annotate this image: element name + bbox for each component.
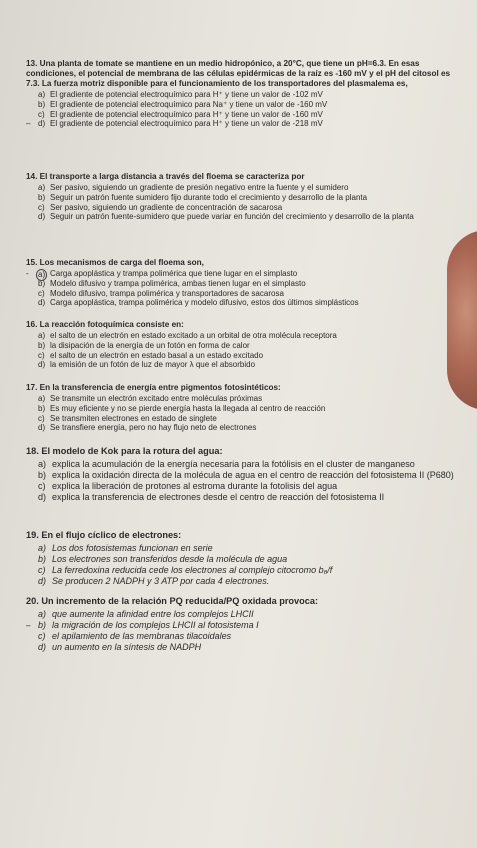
question-stem: 14. El transporte a larga distancia a través del floema se caracteriza por bbox=[26, 172, 305, 181]
option-c: c) La ferredoxina reducida cede los electrones al complejo citocromo b₆/f bbox=[38, 564, 333, 575]
option-b: – b) la migración de los complejos LHCII al fotosistema I bbox=[26, 619, 259, 630]
option-b: b) Seguir un patrón fuente sumidero fijo durante todo el crecimiento y desarrollo de la planta bbox=[38, 192, 368, 202]
option-b: b) Los electrones son transferidos desde la molécula de agua bbox=[38, 553, 288, 564]
question-13 bbox=[26, 59, 456, 129]
option-d: – d) El gradiente de potencial electroquímico para H⁺ y tiene un valor de -218 mV bbox=[26, 119, 323, 129]
option-a: - a) Carga apoplástica y trampa polimérica que tiene lugar en el simplasto bbox=[26, 269, 298, 279]
option-c: c) explica la liberación de protones al estroma durante la fotolisis del agua bbox=[38, 480, 338, 491]
option-c: c) Ser pasivo, siguiendo un gradiente de concentración de sacarosa bbox=[38, 202, 283, 212]
option-d: d) Carga apoplástica, trampa polimérica y modelo difusivo, estos dos últimos simplásticos bbox=[38, 298, 359, 308]
circled-answer: a) bbox=[38, 270, 46, 279]
option-d: d) Se transfiere energía, pero no hay flujo neto de electrones bbox=[38, 423, 257, 433]
question-stem: 13. Una planta de tomate se mantiene en un medio hidropónico, a 20°C, que tiene un pH=6.3. En esas condiciones, el potencial de membrana de las células epidérmicas de la raíz es -160 mV y el pH del citosol es 7.3. La fuerza motriz disponible para el funcionamiento de los transportadores del plasmalema es, bbox=[26, 59, 451, 88]
option-b: b) explica la oxidación directa de la molécula de agua en el centro de reacción del fotosistema II (P680) bbox=[38, 469, 454, 480]
option-d: d) explica la transferencia de electrones desde el centro de reacción del fotosistema II bbox=[38, 491, 385, 502]
option-a: a) el salto de un electrón en estado excitado a un orbital de otra molécula receptora bbox=[38, 331, 337, 340]
option-c: c) El gradiente de potencial electroquímico para H⁺ y tiene un valor de -160 mV bbox=[38, 109, 323, 119]
question-17 bbox=[26, 383, 456, 433]
option-c: c) el apilamiento de las membranas tilacoidales bbox=[38, 630, 232, 641]
answer-mark: - bbox=[26, 269, 29, 278]
option-a: a) Se transmite un electrón excitado entre moléculas próximas bbox=[38, 394, 263, 403]
option-a: a) El gradiente de potencial electroquímico para H⁺ y tiene un valor de -102 mV bbox=[38, 90, 323, 99]
question-stem: 17. En la transferencia de energía entre pigmentos fotosintéticos: bbox=[26, 383, 281, 392]
question-19 bbox=[26, 530, 456, 587]
answer-mark: – bbox=[26, 620, 31, 630]
option-c: c) el salto de un electrón en estado basal a un estado excitado bbox=[38, 350, 264, 360]
question-stem: 19. En el flujo cíclico de electrones: bbox=[26, 530, 182, 540]
option-a: a) explica la acumulación de la energía necesaria para la fotólisis en el cluster de manganeso bbox=[38, 458, 415, 469]
option-d: d) Seguir un patrón fuente-sumidero que puede variar en función del crecimiento y desarrollo de la planta bbox=[38, 212, 414, 222]
option-c: c) Se transmiten electrones en estado de singlete bbox=[38, 413, 217, 423]
question-16 bbox=[26, 320, 456, 370]
question-stem: 15. Los mecanismos de carga del floema son, bbox=[26, 258, 204, 267]
option-b: b) la disipación de la energía de un fotón en forma de calor bbox=[38, 340, 250, 350]
question-15 bbox=[26, 258, 456, 308]
question-stem: 18. El modelo de Kok para la rotura del agua: bbox=[26, 446, 223, 456]
option-c: c) Modelo difusivo, trampa polimérica y transportadores de sacarosa bbox=[38, 288, 284, 298]
option-b: b) El gradiente de potencial electroquímico para Na⁺ y tiene un valor de -160 mV bbox=[38, 99, 328, 109]
answer-mark: – bbox=[26, 119, 31, 129]
question-stem: 20. Un incremento de la relación PQ reducida/PQ oxidada provoca: bbox=[26, 596, 319, 606]
question-stem: 16. La reacción fotoquímica consiste en: bbox=[26, 320, 184, 329]
option-b: b) Modelo difusivo y trampa polimérica, ambas tienen lugar en el simplasto bbox=[38, 278, 306, 288]
option-d: d) Se producen 2 NADPH y 3 ATP por cada 4 electrones. bbox=[38, 575, 270, 586]
question-14 bbox=[26, 172, 456, 222]
option-d: d) un aumento en la síntesis de NADPH bbox=[38, 641, 202, 652]
question-20 bbox=[26, 596, 456, 653]
option-a: a) Los dos fotosistemas funcionan en serie bbox=[38, 542, 213, 553]
option-a: a) Ser pasivo, siguiendo un gradiente de presión negativo entre la fuente y el sumidero bbox=[38, 183, 349, 192]
option-d: d) la emisión de un fotón de luz de mayor λ que el absorbido bbox=[38, 360, 256, 370]
option-a: a) que aumente la afinidad entre los complejos LHCII bbox=[38, 608, 254, 619]
option-b: b) Es muy eficiente y no se pierde energía hasta la llegada al centro de reacción bbox=[38, 403, 326, 413]
question-18 bbox=[26, 446, 456, 503]
